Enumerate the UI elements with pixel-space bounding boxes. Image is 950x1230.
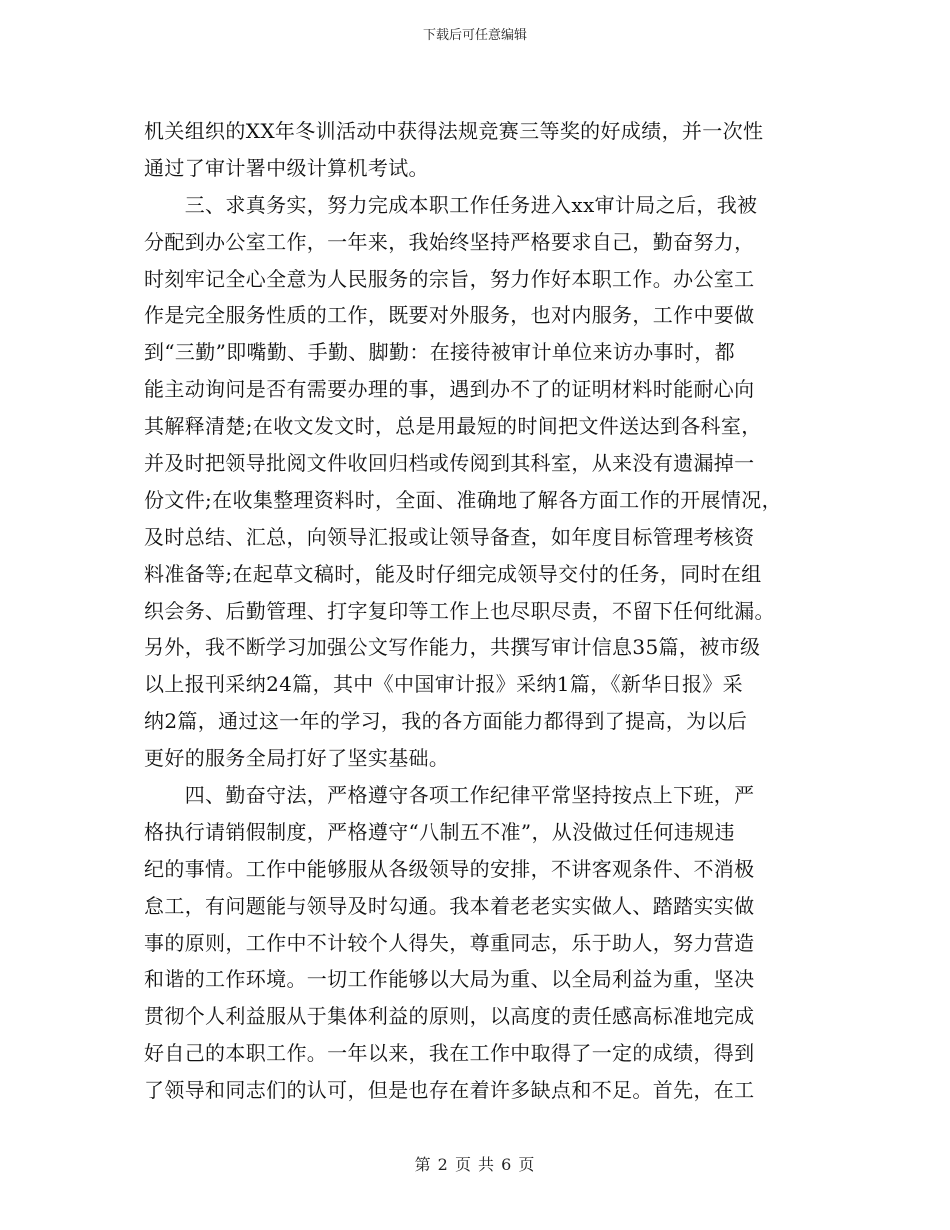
text-line: 及时总结、汇总，向领导汇报或让领导备查，如年度目标管理考核资 [144,524,755,549]
text-line: 能主动询问是否有需要办理的事，遇到办不了的证明材料时能耐心向 [144,377,755,402]
text-line: 了领导和同志们的认可，但是也存在着许多缺点和不足。首先，在工 [144,1078,755,1103]
text-line: 事的原则，工作中不计较个人得失，尊重同志，乐于助人，努力营造 [144,930,755,955]
text-line: 分配到办公室工作，一年来，我始终坚持严格要求自己，勤奋努力， [144,229,755,254]
text-line: 份文件;在收集整理资料时，全面、准确地了解各方面工作的开展情况， [144,487,782,512]
text-line: 通过了审计署中级计算机考试。 [144,155,429,180]
text-line: 料准备等;在起草文稿时，能及时仔细完成领导交付的任务，同时在组 [144,561,762,586]
text-line: 另外，我不断学习加强公文写作能力，共撰写审计信息35篇，被市级 [144,635,761,660]
text-line: 纳2篇，通过这一年的学习，我的各方面能力都得到了提高，为以后 [144,709,748,734]
text-line: 格执行请销假制度，严格遵守“八制五不准”，从没做过任何违规违 [144,819,735,844]
text-line: 四、勤奋守法，严格遵守各项工作纪律平常坚持按点上下班，严 [144,783,755,808]
page-number-footer: 第 2 页 共 6 页 [414,1155,536,1174]
document-body [144,116,812,1112]
text-line: 其解释清楚;在收文发文时，总是用最短的时间把文件送达到各科室， [144,414,762,439]
page-header: 下载后可任意编辑 [422,28,527,43]
text-line: 作是完全服务性质的工作，既要对外服务，也对内服务，工作中要做 [144,303,755,328]
text-line: 和谐的工作环境。一切工作能够以大局为重、以全局利益为重，坚决 [144,967,755,992]
text-line: 织会务、后勤管理、打字复印等工作上也尽职尽责，不留下任何纰漏。 [144,598,775,623]
text-line: 更好的服务全局打好了坚实基础。 [144,746,450,771]
text-line: 贯彻个人利益服从于集体利益的原则，以高度的责任感高标准地完成 [144,1004,755,1029]
text-line: 怠工，有问题能与领导及时勾通。我本着老老实实做人、踏踏实实做 [144,893,755,918]
text-line: 以上报刊采纳24篇，其中《中国审计报》采纳1篇，《新华日报》采 [144,672,744,697]
text-line: 到“三勤”即嘴勤、手勤、脚勤：在接待被审计单位来访办事时，都 [144,340,735,365]
text-line: 机关组织的XX年冬训活动中获得法规竞赛三等奖的好成绩，并一次性 [144,119,764,143]
text-line: 并及时把领导批阅文件收回归档或传阅到其科室，从来没有遗漏掉一 [144,451,755,476]
text-line: 时刻牢记全心全意为人民服务的宗旨，努力作好本职工作。办公室工 [144,266,755,291]
text-line: 三、求真务实，努力完成本职工作任务进入xx审计局之后，我被 [144,192,758,217]
text-line: 好自己的本职工作。一年以来，我在工作中取得了一定的成绩，得到 [144,1041,755,1066]
text-line: 纪的事情。工作中能够服从各级领导的安排，不讲客观条件、不消极 [144,856,755,881]
